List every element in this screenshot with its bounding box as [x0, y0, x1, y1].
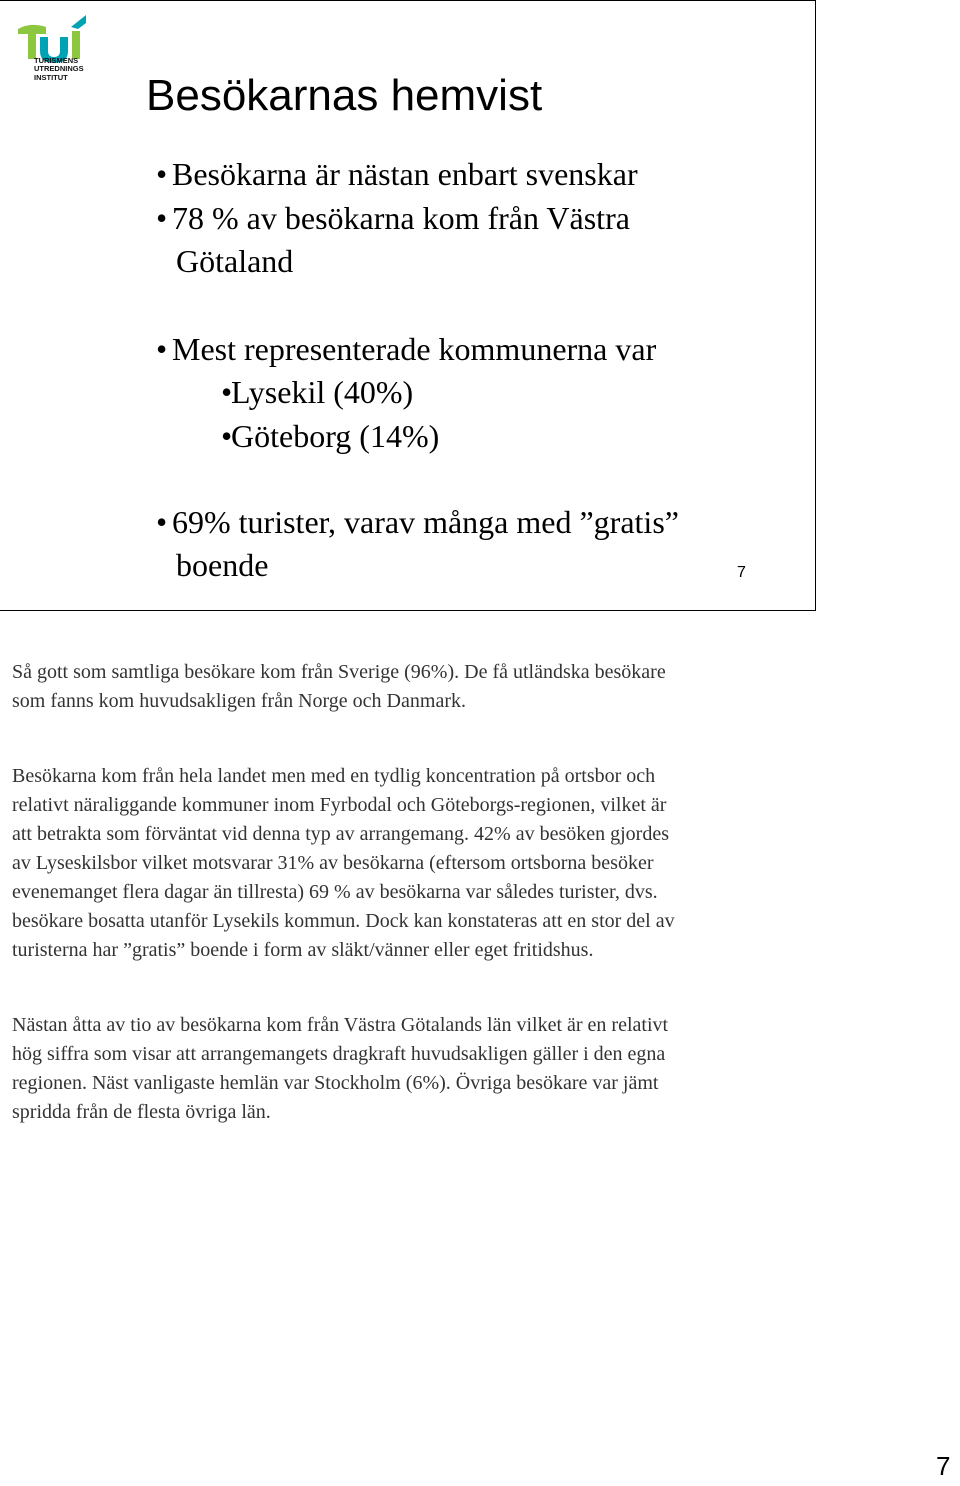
notes-line: regionen. Näst vanligaste hemlän var Stockholm (6%). Övriga besökare var jämt	[12, 1072, 659, 1094]
notes-line: som fanns kom huvudsakligen från Norge och Danmark.	[12, 690, 466, 712]
bullet-text: 78 % av besökarna kom från Västra	[172, 200, 630, 236]
sub-bullet-item	[221, 414, 439, 458]
bullet-continuation: boende	[176, 547, 269, 583]
notes-line: Besökarna kom från hela landet men med en tydlig koncentration på ortsbor och	[12, 765, 656, 787]
tui-logo-text	[34, 57, 90, 82]
notes-line: hög siffra som visar att arrangemangets dragkraft huvudsakligen gäller i den egna	[12, 1043, 666, 1065]
bullet-item	[156, 152, 638, 196]
notes-line: relativt näraliggande kommuner inom Fyrbodal och Göteborgs-regionen, vilket är	[12, 794, 667, 816]
bullet-text: 69% turister, varav många med ”gratis”	[172, 504, 679, 540]
notes-line: att betrakta som förväntat vid denna typ av arrangemang. 42% av besöken gjordes	[12, 823, 670, 845]
bullet-dot-icon: •	[156, 504, 168, 540]
logo-line-1: TURISMENS	[34, 56, 79, 65]
bullet-dot-icon: •	[156, 156, 168, 192]
notes-paragraph	[12, 1011, 812, 1127]
logo-line-2: UTREDNINGS	[34, 64, 84, 74]
bullet-dot-icon: •	[221, 374, 233, 410]
notes-paragraph	[12, 762, 812, 965]
bullet-text: Göteborg (14%)	[231, 418, 440, 454]
bullet-text: Mest representerade kommunerna var	[172, 331, 657, 367]
notes-line: Så gott som samtliga besökare kom från Sverige (96%). De få utländska besökare	[12, 661, 666, 683]
bullet-item	[156, 500, 679, 544]
slide-frame	[0, 0, 816, 611]
bullet-continuation: Götaland	[176, 243, 294, 279]
bullet-text: Lysekil (40%)	[231, 374, 414, 410]
bullet-dot-icon: •	[156, 331, 168, 367]
notes-paragraph	[12, 658, 812, 716]
bullet-text: Besökarna är nästan enbart svenskar	[172, 156, 638, 192]
notes-line: av Lyseskilsbor vilket motsvarar 31% av besökarna (eftersom ortsborna besöker	[12, 852, 654, 874]
notes-line: Nästan åtta av tio av besökarna kom från Västra Götalands län vilket är en relativt	[12, 1014, 669, 1036]
bullet-dot-icon: •	[221, 418, 233, 454]
bullet-dot-icon: •	[156, 200, 168, 236]
slide-number: 7	[737, 564, 746, 581]
notes-line: besökare bosatta utanför Lysekils kommun. Dock kan konstateras att en stor del av	[12, 910, 675, 932]
logo-line-3: INSTITUT	[34, 72, 68, 82]
sub-bullet-item	[221, 370, 413, 414]
bullet-item	[156, 196, 630, 240]
notes-line: turisterna har ”gratis” boende i form av släkt/vänner eller eget fritidshus.	[12, 939, 594, 961]
notes-line: evenemanget flera dagar än tillresta) 69 % av besökarna var således turister, dvs.	[12, 881, 658, 903]
slide-title: Besökarnas hemvist	[146, 71, 543, 120]
notes-line: spridda från de flesta övriga län.	[12, 1101, 271, 1123]
bullet-item	[156, 327, 656, 371]
page-number: 7	[936, 1451, 951, 1481]
